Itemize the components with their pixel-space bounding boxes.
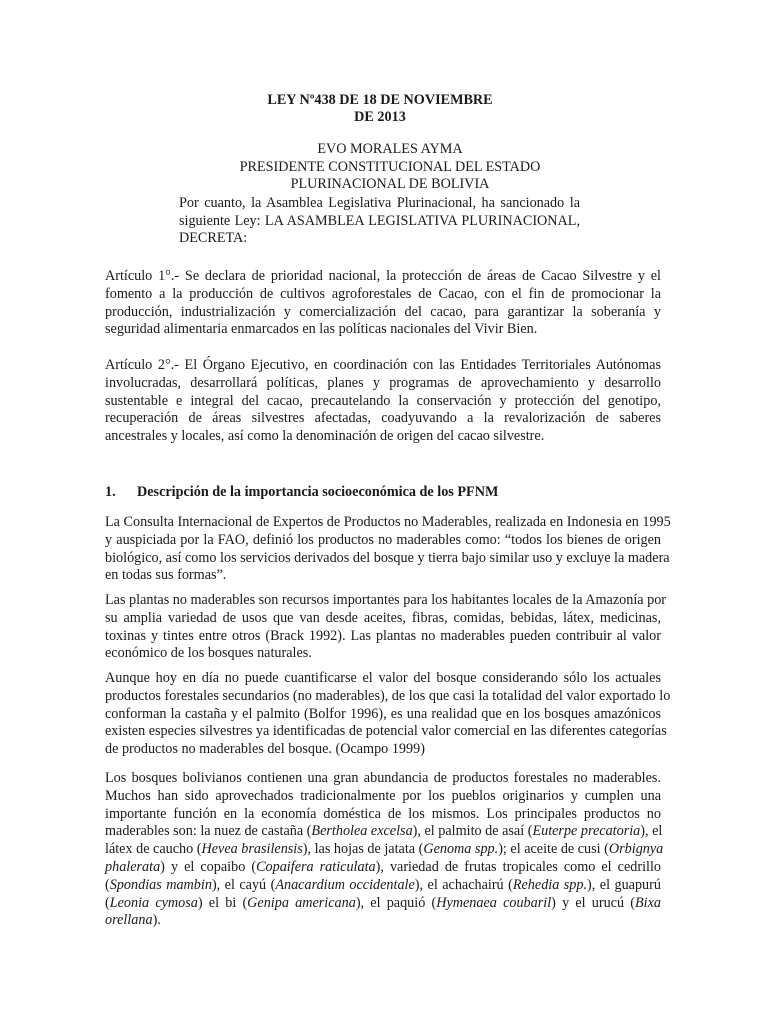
- article-2: [105, 357, 661, 446]
- section-heading: [105, 483, 498, 501]
- text-run: ), el palmito de asaí (: [412, 823, 533, 840]
- article-2-line: involucradas, desarrollará políticas, planes y programas de aprovechamiento y desarrollo: [105, 374, 661, 391]
- paragraph-line: [105, 823, 661, 841]
- paragraph-plantas: [105, 592, 667, 663]
- text-run: maderables son: la nuez de castaña (: [105, 823, 312, 840]
- paragraph-line: su amplia variedad de usos que van desde aceites, fibras, comidas, bebidas, látex, medicinas,: [105, 609, 661, 626]
- paragraph-consulta: [105, 514, 671, 585]
- text-run: ), las hojas de jatata (: [302, 841, 424, 858]
- article-2-line: ancestrales y locales, así como la denominación de origen del cacao silvestre.: [105, 428, 545, 445]
- law-title-line2: DE 2013: [354, 109, 406, 125]
- president-title-line1: PRESIDENTE CONSTITUCIONAL DEL ESTADO: [239, 158, 541, 175]
- species-name: Leonia cymosa: [109, 894, 198, 911]
- species-name: Rehedia spp.: [512, 876, 588, 893]
- paragraph-line: en todas sus formas”.: [105, 567, 227, 584]
- paragraph-line: económico de los bosques naturales.: [105, 645, 312, 662]
- text-run: ).: [152, 912, 161, 929]
- authority-block: [220, 141, 560, 194]
- text-run: (: [105, 894, 110, 911]
- species-name: Genoma spp.: [423, 841, 499, 858]
- species-name: Orbignya: [608, 841, 664, 858]
- text-run: ), el paquió (: [355, 894, 437, 911]
- article-1: [105, 268, 661, 339]
- species-name: orellana: [105, 912, 153, 929]
- species-name: Euterpe precatoria: [532, 823, 641, 840]
- article-2-line: Artículo 2°.- El Órgano Ejecutivo, en coordinación con las Entidades Territoriales Autónomas: [105, 357, 661, 373]
- paragraph-line: [105, 912, 661, 930]
- paragraph-line: existen especies silvestres ya identificadas de potencial valor comercial en las diferentes categorías: [105, 723, 667, 740]
- paragraph-line: Las plantas no maderables son recursos importantes para los habitantes locales de la Amazonía por: [105, 592, 667, 608]
- paragraph-line: productos forestales secundarios (no maderables), de los que casi la totalidad del valor exportado lo: [105, 687, 671, 704]
- article-1-line: seguridad alimentaria enmarcados en las políticas nacionales del Vivir Bien.: [105, 321, 538, 338]
- species-name: Spondias mambin: [109, 876, 212, 893]
- text-run: ); el aceite de cusi (: [498, 841, 609, 858]
- species-name: Hymenaea coubaril: [436, 894, 552, 911]
- paragraph-line: [105, 859, 661, 877]
- paragraph-line: [105, 895, 661, 913]
- text-run: ), variedad de frutas tropicales como el cedrillo: [375, 858, 662, 875]
- paragraph-line: Muchos han sido aprovechados tradicionalmente por los pueblos originarios y cumplen una: [105, 787, 661, 804]
- section-number: 1.: [105, 484, 116, 500]
- paragraph-line: La Consulta Internacional de Expertos de Productos no Maderables, realizada en Indonesia en 1995: [105, 514, 671, 530]
- paragraph-line: de productos no maderables del bosque. (Ocampo 1999): [105, 741, 425, 758]
- text-run: (: [105, 876, 110, 893]
- article-1-line: Artículo 1°.- Se declara de prioridad nacional, la protección de áreas de Cacao Silvestre y el: [105, 268, 661, 284]
- species-name: Bertholea excelsa: [311, 823, 413, 840]
- species-name: Hevea brasilensis: [201, 841, 303, 858]
- species-name: Genipa americana: [247, 894, 356, 911]
- article-2-line: recuperación de áreas silvestres afectadas, coadyuvando a la revalorización de saberes: [105, 410, 661, 427]
- paragraph-line: Aunque hoy en día no puede cuantificarse el valor del bosque considerando sólo los actuales: [105, 670, 661, 686]
- article-1-line: producción, industrialización y comercialización del cacao, para garantizar la soberanía y: [105, 303, 661, 320]
- law-title-line1: LEY Nº438 DE 18 DE NOVIEMBRE: [267, 92, 493, 108]
- paragraph-line: [105, 841, 664, 859]
- species-name: Copaifera raticulata: [256, 858, 376, 875]
- text-run: ) el bi (: [197, 894, 248, 911]
- paragraph-aunque: [105, 670, 671, 759]
- species-name: Anacardium occidentale: [275, 876, 415, 893]
- preamble-line: siguiente Ley: LA ASAMBLEA LEGISLATIVA PLURINACIONAL,: [179, 212, 580, 229]
- text-run: ), el achachairú (: [414, 876, 513, 893]
- paragraph-line: importante función en la economía doméstica de los mismos. Los principales productos no: [105, 805, 661, 822]
- text-run: látex de caucho (: [105, 841, 202, 858]
- article-2-line: sustentable e integral del cacao, precautelando la conservación y protección del genotipo,: [105, 392, 661, 409]
- paragraph-line: y auspiciada por la FAO, definió los productos no maderables como: “todos los bienes de origen: [105, 531, 661, 548]
- text-run: ), el cayú (: [211, 876, 276, 893]
- article-1-line: fomento a la producción de cultivos agroforestales de Cacao, con el fin de promocionar la: [105, 285, 661, 302]
- species-name: phalerata: [105, 858, 161, 875]
- preamble-line: Por cuanto, la Asamblea Legislativa Plurinacional, ha sancionado la: [179, 195, 580, 211]
- paragraph-line: conforman la castaña y el palmito (Bolfor 1996), es una realidad que en los bosques amazónicos: [105, 705, 661, 722]
- text-run: ), el guapurú: [587, 876, 661, 893]
- president-title-line2: PLURINACIONAL DE BOLIVIA: [290, 176, 490, 192]
- text-run: ) y el copaibo (: [160, 858, 257, 875]
- paragraph-line: toxinas y tintes entre otros (Brack 1992). Las plantas no maderables pueden contribuir al valor: [105, 627, 661, 644]
- paragraph-line: biológico, así como los servicios derivados del bosque y tierra bajo similar uso y excluye la madera: [105, 549, 670, 566]
- law-title: [250, 92, 510, 126]
- text-run: ), el: [640, 823, 663, 840]
- section-title: Descripción de la importancia socioeconómica de los PFNM: [137, 484, 499, 500]
- paragraph-line: [105, 877, 661, 895]
- text-run: ) y el urucú (: [551, 894, 635, 911]
- president-name: EVO MORALES AYMA: [317, 141, 463, 157]
- preamble: [179, 195, 580, 248]
- paragraph-bosques: [105, 770, 664, 930]
- species-name: Bixa: [634, 894, 661, 911]
- preamble-line: DECRETA:: [179, 230, 248, 246]
- paragraph-line: Los bosques bolivianos contienen una gran abundancia de productos forestales no maderables.: [105, 770, 661, 786]
